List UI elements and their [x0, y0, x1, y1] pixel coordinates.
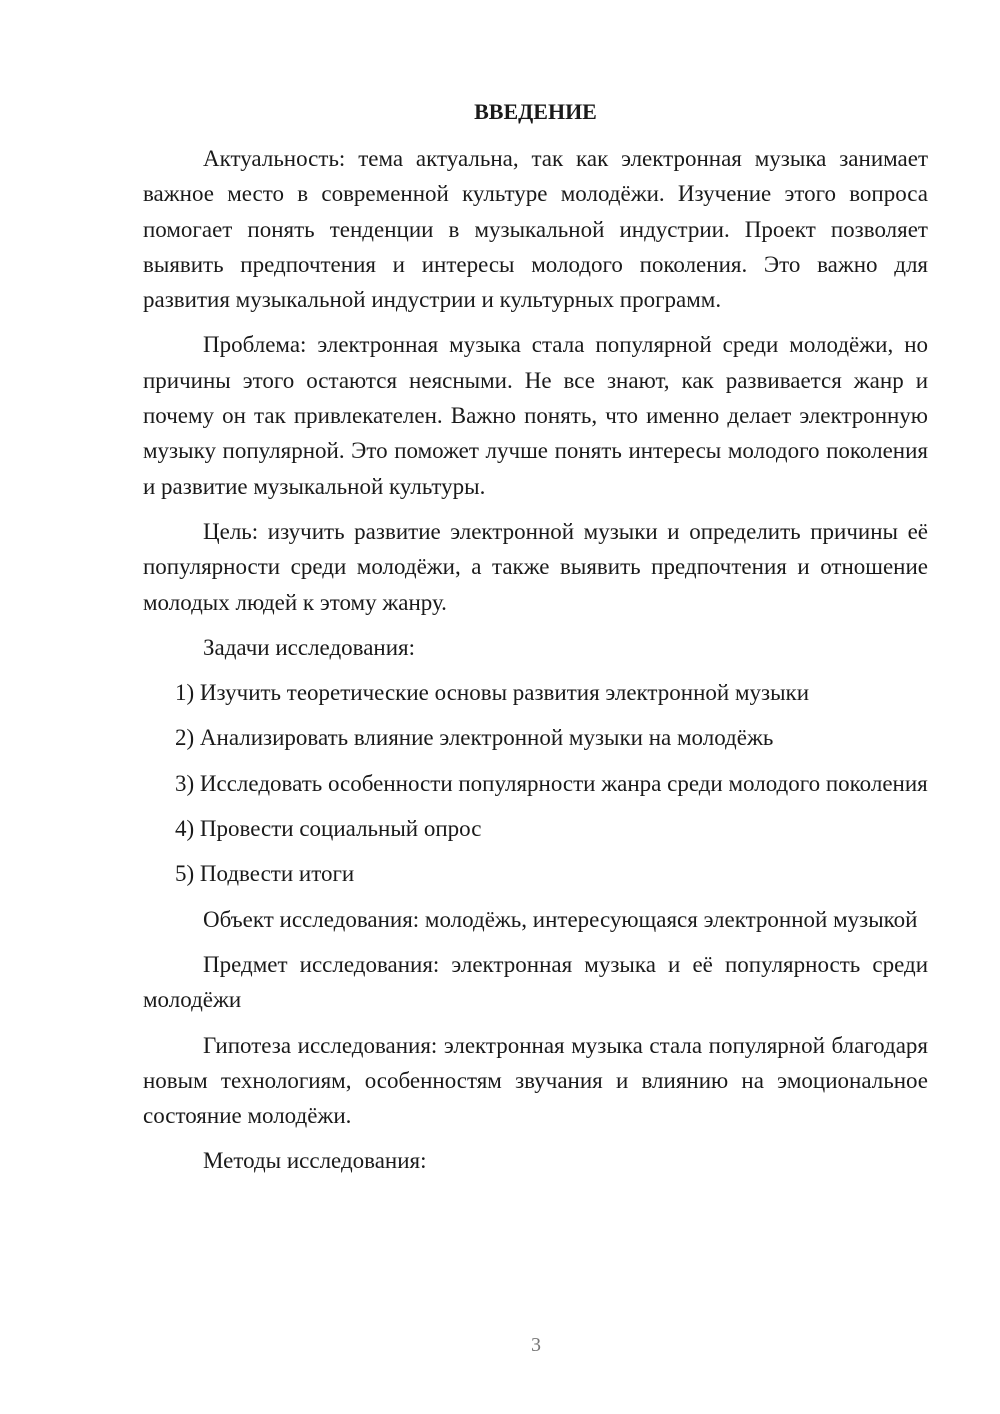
paragraph-goal: Цель: изучить развитие электронной музыки и определить причины её популярности среди молодёжи, а также выявить предпочтения и отношение молодых людей к этому жанру. [143, 518, 928, 615]
paragraph-subject: Предмет исследования: электронная музыка и её популярность среди молодёжи [143, 951, 928, 1013]
document-body [143, 141, 928, 1189]
task-item-3: 3) Исследовать особенности популярности жанра среди молодого поколения [175, 770, 928, 796]
page-title: ВВЕДЕНИЕ [474, 99, 597, 124]
task-item-4: 4) Провести социальный опрос [175, 816, 482, 842]
paragraph-relevance: Актуальность: тема актуальна, так как электронная музыка занимает важное место в современной культуре молодёжи. Изучение этого вопроса помогает понять тенденции в музыкальной индустрии. Проект позволяет выявить предпочтения и интересы молодого поколения. Это важно для развития музыкальной индустрии и культурных программ. [143, 146, 928, 313]
paragraph-methods: Методы исследования: [203, 1148, 427, 1174]
task-item-1: 1) Изучить теоретические основы развития электронной музыки [175, 680, 810, 706]
task-item-5: 5) Подвести итоги [175, 861, 355, 887]
paragraph-tasks-heading: Задачи исследования: [203, 634, 416, 660]
task-item-2: 2) Анализировать влияние электронной музыки на молодёжь [175, 725, 774, 751]
paragraph-hypothesis: Гипотеза исследования: электронная музыка стала популярной благодаря новым технологиям, особенностям звучания и влиянию на эмоциональное состояние молодёжи. [143, 1032, 928, 1129]
page-number: 3 [531, 1334, 541, 1356]
paragraph-object: Объект исследования: молодёжь, интересующаяся электронной музыкой [203, 906, 918, 932]
paragraph-problem: Проблема: электронная музыка стала популярной среди молодёжи, но причины этого остаются неясными. Не все знают, как развивается жанр и почему он так привлекателен. Важно понять, что именно делает электронную музыку популярной. Это поможет лучше понять интересы молодого поколения и развитие музыкальной культуры. [143, 332, 928, 499]
